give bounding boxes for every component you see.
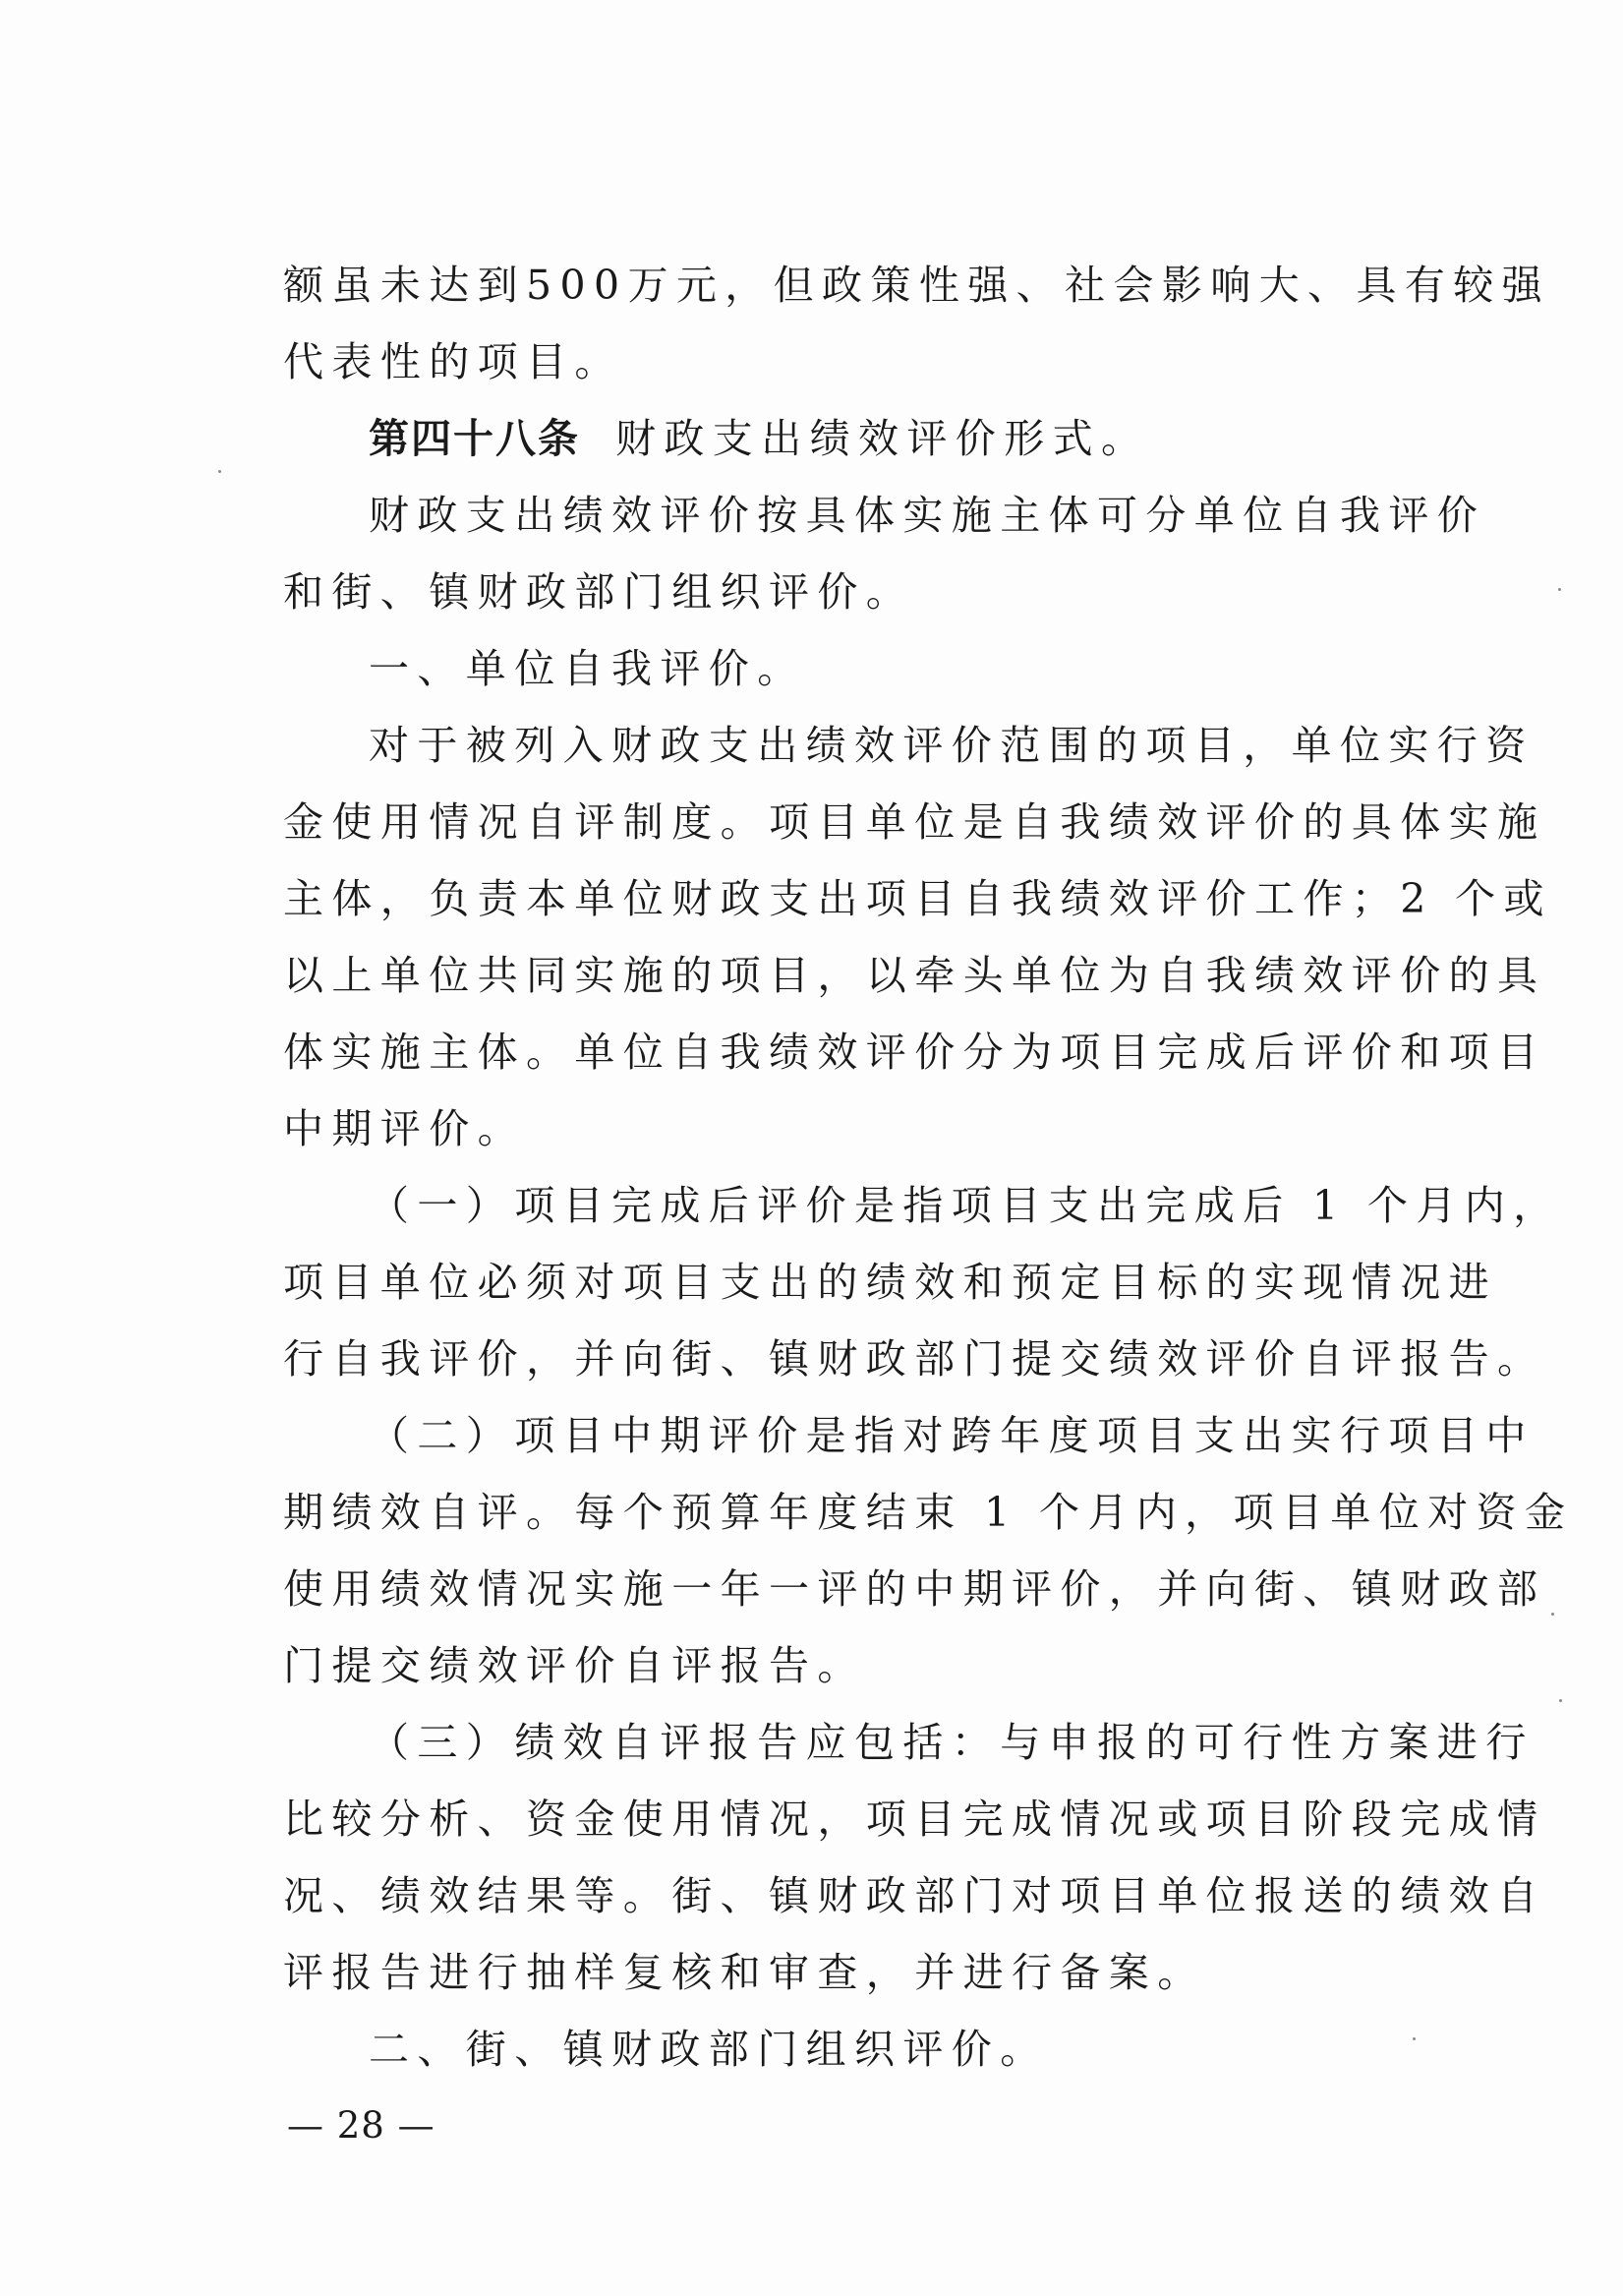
body-line-11: 体实施主体。单位自我绩效评价分为项目完成后评价和项目 <box>283 1029 1546 1076</box>
body-line-17: 期绩效自评。每个预算年度结束 1 个月内，项目单位对资金 <box>283 1489 1574 1536</box>
body-line-12: 中期评价。 <box>283 1105 526 1152</box>
body-line-7: 对于被列入财政支出绩效评价范围的项目，单位实行资 <box>369 722 1535 769</box>
scan-speck <box>1558 588 1561 591</box>
body-line-4: 财政支出绩效评价按具体实施主体可分单位自我评价 <box>369 492 1486 539</box>
article-title: 财政支出绩效评价形式。 <box>615 415 1150 462</box>
body-line-9: 主体，负责本单位财政支出项目自我绩效评价工作；2 个或 <box>283 875 1552 922</box>
body-line-19: 门提交绩效评价自评报告。 <box>283 1642 866 1689</box>
article-number: 第四十八条 <box>369 415 580 462</box>
body-line-14: 项目单位必须对项目支出的绩效和预定目标的实现情况进 <box>283 1259 1497 1306</box>
body-line-5: 和街、镇财政部门组织评价。 <box>283 568 915 616</box>
body-line-16: （二）项目中期评价是指对跨年度项目支出实行项目中 <box>369 1412 1535 1459</box>
body-line-20: （三）绩效自评报告应包括：与申报的可行性方案进行 <box>369 1719 1535 1766</box>
article-48-heading-line <box>369 414 1347 463</box>
body-line-22: 况、绩效结果等。街、镇财政部门对项目单位报送的绩效自 <box>283 1872 1546 1919</box>
body-line-15: 行自我评价，并向街、镇财政部门提交绩效评价自评报告。 <box>283 1335 1546 1383</box>
scan-speck <box>1551 1613 1554 1616</box>
body-line-18: 使用绩效情况实施一年一评的中期评价，并向街、镇财政部 <box>283 1565 1546 1613</box>
body-line-1: 额虽未达到500万元，但政策性强、社会影响大、具有较强 <box>283 262 1551 309</box>
scan-speck <box>1559 1699 1562 1702</box>
section-heading-1: 一、单位自我评价。 <box>369 645 806 692</box>
body-line-2: 代表性的项目。 <box>283 338 623 385</box>
body-line-23: 评报告进行抽样复核和审查，并进行备案。 <box>283 1949 1206 1996</box>
body-line-10: 以上单位共同实施的项目，以牵头单位为自我绩效评价的具 <box>283 952 1546 999</box>
body-line-21: 比较分析、资金使用情况，项目完成情况或项目阶段完成情 <box>283 1796 1546 1843</box>
scan-speck <box>1413 2037 1416 2040</box>
body-line-13: （一）项目完成后评价是指项目支出完成后 1 个月内， <box>369 1182 1562 1229</box>
body-line-8: 金使用情况自评制度。项目单位是自我绩效评价的具体实施 <box>283 798 1546 846</box>
page-number: — 28 — <box>287 2104 435 2147</box>
scan-speck <box>218 470 221 473</box>
section-heading-2: 二、街、镇财政部门组织评价。 <box>369 2026 1049 2073</box>
